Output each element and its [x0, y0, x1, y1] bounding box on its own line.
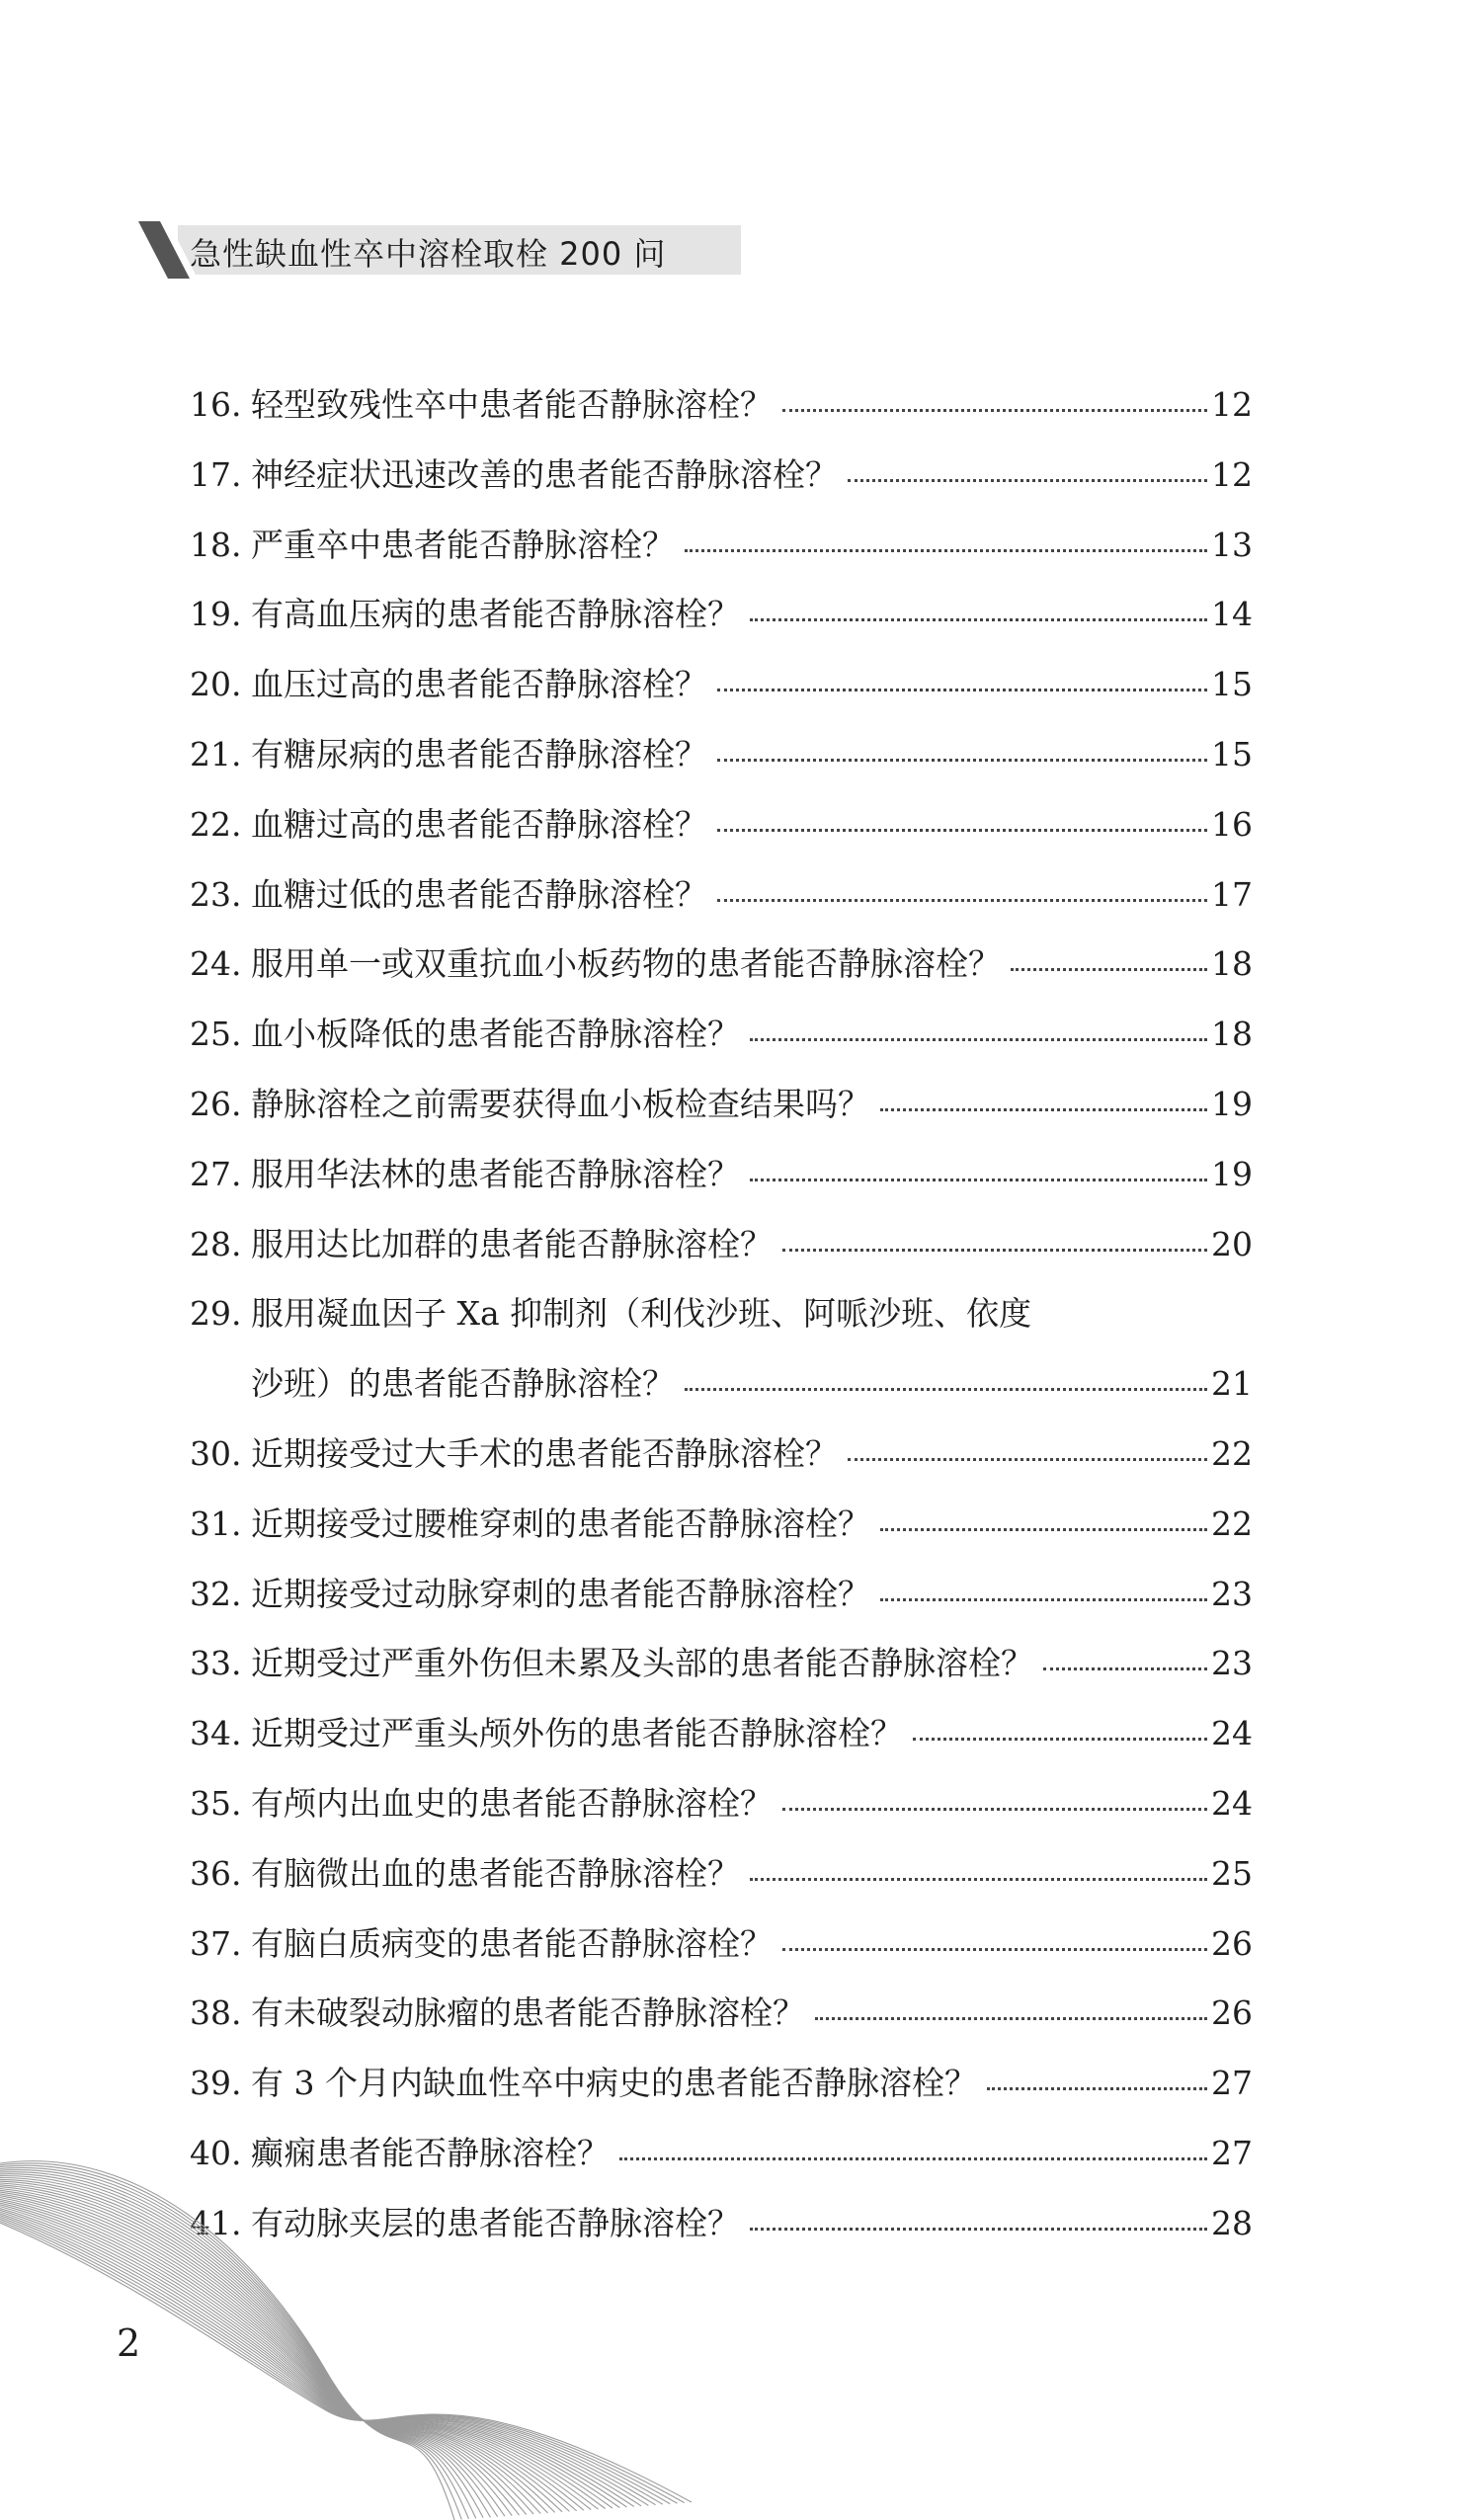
toc-entry-page: 16 [1211, 804, 1253, 844]
toc-leader-dots [782, 409, 1207, 412]
toc-entry-page: 22 [1211, 1504, 1253, 1543]
toc-entry-title: 近期接受过腰椎穿刺的患者能否静脉溶栓？ [251, 1504, 870, 1543]
toc-leader-dots [717, 689, 1207, 691]
toc-leader-dots [848, 479, 1207, 482]
running-header [138, 221, 741, 279]
toc-entry-title: 有 3 个月内缺血性卒中病史的患者能否静脉溶栓？ [251, 2064, 977, 2103]
toc-entry-page: 14 [1211, 595, 1253, 634]
toc-leader-dots [848, 1458, 1207, 1461]
toc-entry-title: 严重卒中患者能否静脉溶栓？ [251, 525, 675, 564]
toc-entry-number: 33. [190, 1644, 242, 1683]
toc-leader-dots [717, 829, 1207, 832]
toc-entry-number: 16. [190, 385, 242, 424]
toc-entry [190, 1848, 1253, 1918]
toc-entry-page: 15 [1211, 734, 1253, 773]
toc-entry-number: 40. [190, 2133, 242, 2172]
toc-entry-page: 12 [1211, 454, 1253, 494]
toc-entry [190, 1219, 1253, 1289]
toc-leader-dots [782, 1948, 1207, 1951]
toc-entry-title: 服用单一或双重抗血小板药物的患者能否静脉溶栓？ [251, 944, 1001, 984]
toc-entry-title: 有未破裂动脉瘤的患者能否静脉溶栓？ [251, 1993, 805, 2033]
toc-entry [190, 1149, 1253, 1219]
toc-entry-title: 神经症状迅速改善的患者能否静脉溶栓？ [251, 454, 838, 494]
toc-entry-page: 23 [1211, 1644, 1253, 1683]
wave-line [0, 2170, 483, 2518]
toc-leader-dots [987, 2087, 1207, 2090]
toc-entry [190, 589, 1253, 659]
toc-entry [190, 1499, 1253, 1569]
toc-entry-title: 近期受过严重外伤但未累及头部的患者能否静脉溶栓？ [251, 1644, 1033, 1683]
wave-line [0, 2165, 469, 2519]
toc-leader-dots [880, 1598, 1207, 1601]
toc-leader-dots [750, 1038, 1207, 1041]
toc-entry-number: 19. [190, 595, 242, 634]
toc-entry-number: 26. [190, 1084, 242, 1123]
toc-entry-number: 21. [190, 734, 242, 773]
toc-entry-number: 18. [190, 525, 242, 564]
toc-entry-title: 服用华法林的患者能否静脉溶栓？ [251, 1154, 740, 1193]
toc-entry-number: 20. [190, 665, 242, 704]
toc-entry [190, 938, 1253, 1009]
toc-entry-number: 31. [190, 1504, 242, 1543]
toc-entry-title: 有高血压病的患者能否静脉溶栓？ [251, 595, 740, 634]
toc-leader-dots [880, 1108, 1207, 1111]
toc-entry-number: 24. [190, 944, 242, 984]
toc-entry-page: 26 [1211, 1993, 1253, 2033]
toc-entry-page: 12 [1211, 385, 1253, 424]
toc-entry-page: 18 [1211, 1015, 1253, 1054]
toc-leader-dots [685, 549, 1207, 552]
toc-entry [190, 729, 1253, 799]
toc-leader-dots [717, 759, 1207, 762]
toc-entry [190, 1079, 1253, 1149]
toc-entry [190, 1778, 1253, 1848]
toc-leader-dots [815, 2017, 1207, 2020]
toc-entry [190, 1428, 1253, 1499]
toc-entry [190, 379, 1253, 449]
wave-line [0, 2190, 562, 2512]
toc-entry-title: 静脉溶栓之前需要获得血小板检查结果吗？ [251, 1084, 870, 1123]
toc-entry-number: 34. [190, 1714, 242, 1753]
toc-entry-page: 24 [1211, 1714, 1253, 1753]
toc-entry-number: 28. [190, 1224, 242, 1263]
toc-entry-page: 22 [1211, 1433, 1253, 1473]
toc-entry-title: 血小板降低的患者能否静脉溶栓？ [251, 1015, 740, 1054]
toc-entry-number: 37. [190, 1923, 242, 1963]
toc-entry-page: 13 [1211, 525, 1253, 564]
toc-leader-dots [750, 1878, 1207, 1881]
toc-entry-page: 20 [1211, 1224, 1253, 1263]
toc-leader-dots [750, 618, 1207, 621]
toc-entry [190, 1009, 1253, 1079]
toc-entry-title: 近期接受过动脉穿刺的患者能否静脉溶栓？ [251, 1574, 870, 1613]
toc-entry [190, 1638, 1253, 1708]
toc-entry-title: 轻型致残性卒中患者能否静脉溶栓？ [251, 385, 773, 424]
wave-line [0, 2185, 540, 2514]
toc-leader-dots [717, 899, 1207, 902]
toc-entry-number: 38. [190, 1993, 242, 2033]
toc-entry-page: 19 [1211, 1154, 1253, 1193]
toc-entry [190, 869, 1253, 939]
toc-entry-number: 30. [190, 1433, 242, 1473]
toc-entry-title: 血糖过高的患者能否静脉溶栓？ [251, 804, 707, 844]
toc-entry-page: 26 [1211, 1923, 1253, 1963]
toc-entry-number: 25. [190, 1015, 242, 1054]
toc-leader-dots [782, 1808, 1207, 1811]
table-of-contents [190, 379, 1253, 2268]
toc-entry-number: 29. [190, 1294, 242, 1334]
toc-entry [190, 1988, 1253, 2058]
toc-entry-page: 27 [1211, 2133, 1253, 2172]
toc-leader-dots [782, 1249, 1207, 1252]
toc-entry-page: 15 [1211, 665, 1253, 704]
toc-entry [190, 1569, 1253, 1639]
decorative-wave-lines [0, 2134, 1470, 2520]
toc-entry-page: 17 [1211, 874, 1253, 914]
toc-entry-title: 血糖过低的患者能否静脉溶栓？ [251, 874, 707, 914]
toc-entry-number: 36. [190, 1853, 242, 1893]
toc-entry-page: 18 [1211, 944, 1253, 984]
toc-entry-page: 25 [1211, 1853, 1253, 1893]
toc-entry-continuation [190, 1358, 1253, 1428]
toc-entry-number: 27. [190, 1154, 242, 1193]
toc-leader-dots [1011, 968, 1207, 971]
toc-entry-page: 21 [1211, 1364, 1253, 1404]
toc-entry-page: 24 [1211, 1783, 1253, 1823]
wave-line [0, 2161, 454, 2520]
toc-entry [190, 2058, 1253, 2128]
toc-leader-dots [880, 1528, 1207, 1531]
toc-leader-dots [1043, 1667, 1207, 1670]
toc-entry-title: 近期接受过大手术的患者能否静脉溶栓？ [251, 1433, 838, 1473]
toc-entry [190, 1708, 1253, 1778]
toc-entry-title: 有糖尿病的患者能否静脉溶栓？ [251, 734, 707, 773]
toc-leader-dots [685, 1388, 1207, 1391]
book-title: 急性缺血性卒中溶栓取栓 200 问 [190, 235, 667, 273]
page-number: 2 [117, 2321, 141, 2365]
toc-entry-number: 23. [190, 874, 242, 914]
toc-entry [190, 449, 1253, 520]
toc-entry-title: 有脑白质病变的患者能否静脉溶栓？ [251, 1923, 773, 1963]
toc-entry [190, 1288, 1253, 1358]
toc-entry-title: 有脑微出血的患者能否静脉溶栓？ [251, 1853, 740, 1893]
toc-entry [190, 799, 1253, 869]
wave-line [0, 2212, 648, 2505]
toc-entry-page: 19 [1211, 1084, 1253, 1123]
toc-entry-title-continued: 沙班）的患者能否静脉溶栓？ [251, 1364, 675, 1404]
toc-leader-dots [750, 1179, 1207, 1181]
toc-entry [190, 1918, 1253, 1989]
toc-entry-title: 有动脉夹层的患者能否静脉溶栓？ [251, 2203, 740, 2242]
toc-entry-title: 有颅内出血史的患者能否静脉溶栓？ [251, 1783, 773, 1823]
toc-entry-title: 服用凝血因子 Xa 抑制剂（利伐沙班、阿哌沙班、依度 [251, 1294, 1032, 1334]
toc-entry-page: 23 [1211, 1574, 1253, 1613]
toc-entry-number: 35. [190, 1783, 242, 1823]
toc-entry-title: 血压过高的患者能否静脉溶栓？ [251, 665, 707, 704]
toc-entry-title: 近期受过严重头颅外伤的患者能否静脉溶栓？ [251, 1714, 903, 1753]
toc-entry-title: 服用达比加群的患者能否静脉溶栓？ [251, 1224, 773, 1263]
toc-entry-number: 17. [190, 454, 242, 494]
toc-entry-number: 22. [190, 804, 242, 844]
toc-entry-number: 39. [190, 2064, 242, 2103]
toc-entry-page: 28 [1211, 2203, 1253, 2242]
toc-entry [190, 520, 1253, 590]
toc-entry-number: 32. [190, 1574, 242, 1613]
toc-entry [190, 659, 1253, 729]
toc-entry-title: 癫痫患者能否静脉溶栓？ [251, 2133, 610, 2172]
toc-leader-dots [913, 1738, 1207, 1741]
toc-entry-page: 27 [1211, 2064, 1253, 2103]
toc-entry-number: 41. [190, 2203, 242, 2242]
